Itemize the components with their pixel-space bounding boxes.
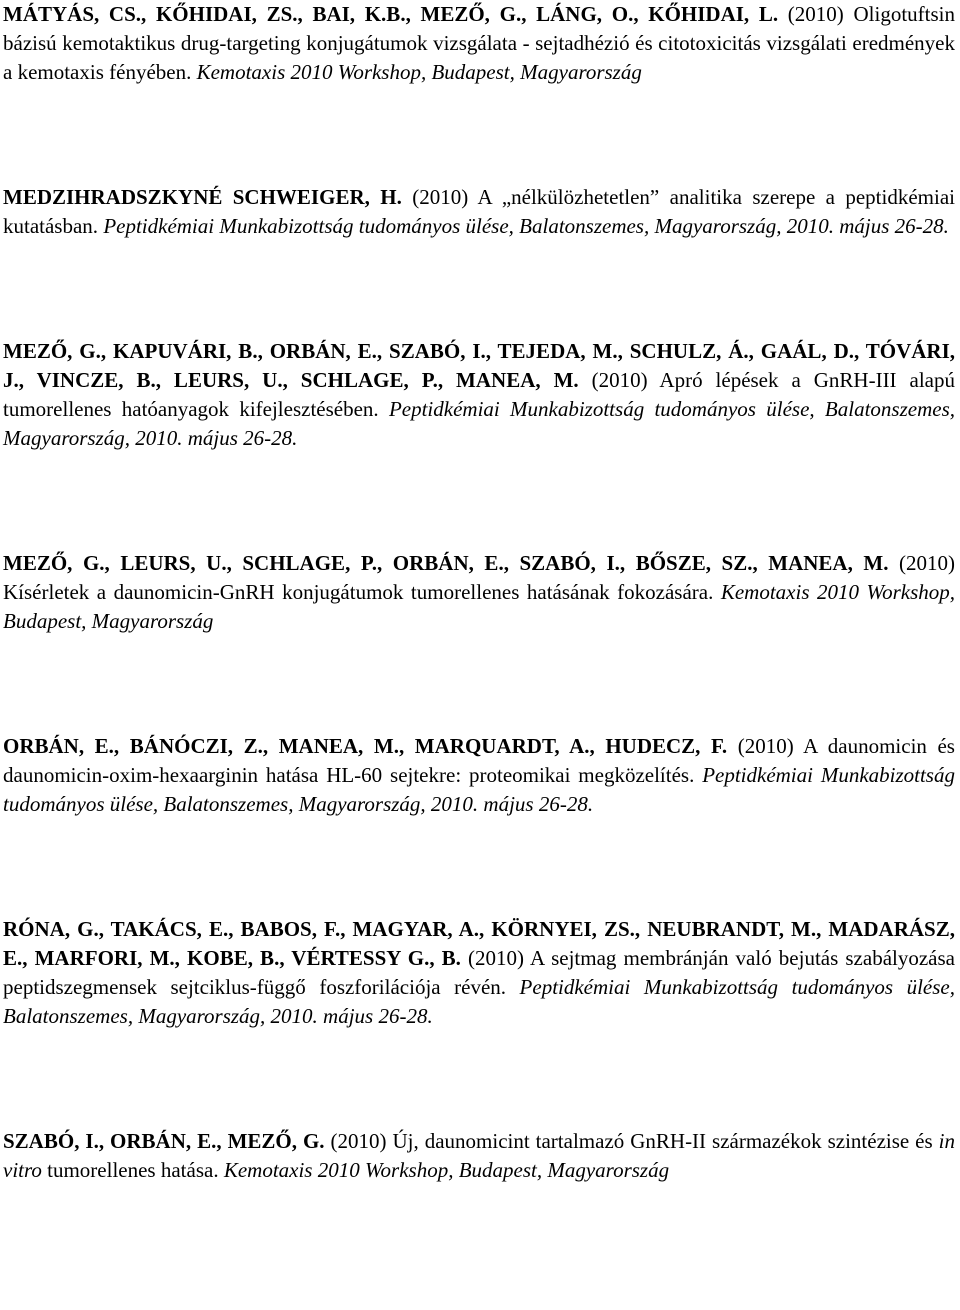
reference-entry xyxy=(3,0,955,87)
reference-text: (2010) Apró lépések a GnRH-III alapú tumorellenes hatóanyagok kifejlesztésében. xyxy=(3,368,955,421)
reference-venue: Peptidkémiai Munkabizottság tudományos ülése, Balatonszemes, Magyarország, 2010. május 26-28. xyxy=(3,975,955,1028)
reference-authors: MEZŐ, G., LEURS, U., SCHLAGE, P., ORBÁN, E., SZABÓ, I., BŐSZE, SZ., MANEA, M. xyxy=(3,551,889,575)
reference-venue: Peptidkémiai Munkabizottság tudományos ülése, Balatonszemes, Magyarország, 2010. május 26-28. xyxy=(3,397,955,450)
reference-text: (2010) A daunomicin és daunomicin-oxim-hexaarginin hatása HL-60 sejtekre: proteomikai megközelítés. xyxy=(3,734,955,787)
reference-text: (2010) A „nélkülözhetetlen” analitika szerepe a peptidkémiai kutatásban. xyxy=(3,185,955,238)
reference-authors: MEZŐ, G., KAPUVÁRI, B., ORBÁN, E., SZABÓ, I., TEJEDA, M., SCHULZ, Á., GAÁL, D., TÓVÁRI, J., VINCZE, B., LEURS, U., SCHLAGE, P., MANEA, M. xyxy=(3,339,955,392)
reference-text: (2010) Új, daunomicint tartalmazó GnRH-II származékok szintézise és xyxy=(324,1129,939,1153)
reference-entry xyxy=(3,915,955,1031)
reference-text-emphasis: in vitro xyxy=(3,1129,955,1182)
reference-text: (2010) A sejtmag membránján való bejutás szabályozása peptidszegmensek sejtciklus-függő foszforilációja révén. xyxy=(3,946,955,999)
reference-authors: SZABÓ, I., ORBÁN, E., MEZŐ, G. xyxy=(3,1129,325,1153)
reference-text-continued: tumorellenes hatása. xyxy=(41,1158,224,1182)
reference-authors: MEDZIHRADSZKYNÉ SCHWEIGER, H. xyxy=(3,185,402,209)
reference-text: (2010) Kísérletek a daunomicin-GnRH konjugátumok tumorellenes hatásának fokozására. xyxy=(3,551,955,604)
reference-authors: MÁTYÁS, CS., KŐHIDAI, ZS., BAI, K.B., MEZŐ, G., LÁNG, O., KŐHIDAI, L. xyxy=(3,2,779,26)
reference-venue: Kemotaxis 2010 Workshop, Budapest, Magyarország xyxy=(3,580,955,633)
reference-authors: RÓNA, G., TAKÁCS, E., BABOS, F., MAGYAR, A., KÖRNYEI, ZS., NEUBRANDT, M., MADARÁSZ, E., MARFORI, M., KOBE, B., VÉRTESSY G., B. xyxy=(3,917,955,970)
reference-entry xyxy=(3,1127,955,1185)
reference-entry xyxy=(3,732,955,819)
reference-authors: ORBÁN, E., BÁNÓCZI, Z., MANEA, M., MARQUARDT, A., HUDECZ, F. xyxy=(3,734,728,758)
reference-venue: Peptidkémiai Munkabizottság tudományos ülése, Balatonszemes, Magyarország, 2010. május 26-28. xyxy=(103,214,949,238)
reference-venue: Kemotaxis 2010 Workshop, Budapest, Magyarország xyxy=(223,1158,670,1182)
reference-entry xyxy=(3,549,955,636)
reference-entry xyxy=(3,337,955,453)
reference-venue: Peptidkémiai Munkabizottság tudományos ülése, Balatonszemes, Magyarország, 2010. május 26-28. xyxy=(3,763,955,816)
reference-entry xyxy=(3,183,955,241)
reference-venue: Kemotaxis 2010 Workshop, Budapest, Magyarország xyxy=(196,60,642,84)
reference-text: (2010) Oligotuftsin bázisú kemotaktikus drug-targeting konjugátumok vizsgálata - sejtadhézió és citotoxicitás vizsgálati eredmények a kemotaxis fényében. xyxy=(3,2,955,84)
reference-list xyxy=(3,0,955,1185)
